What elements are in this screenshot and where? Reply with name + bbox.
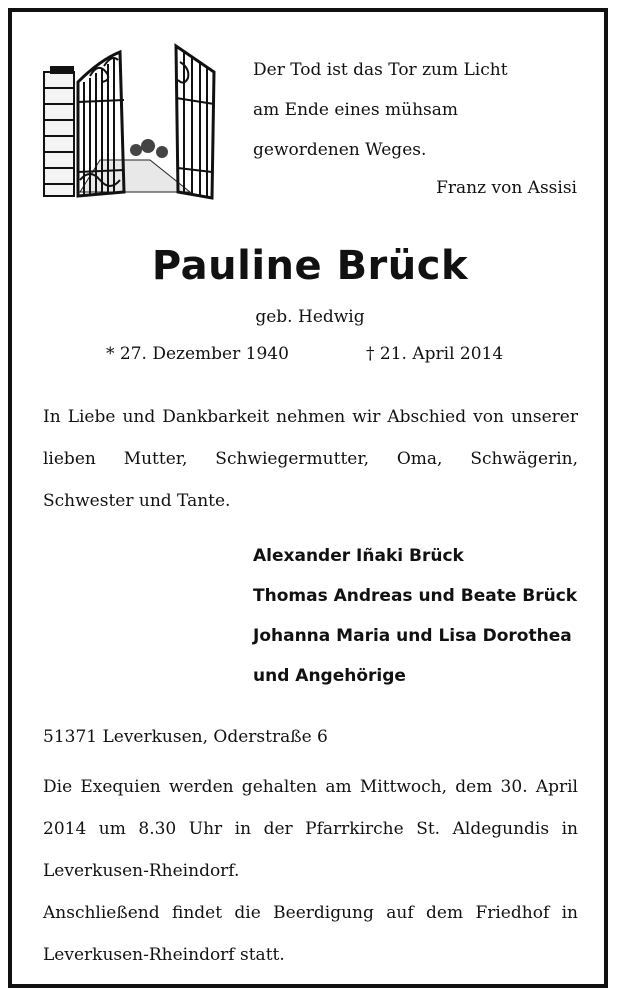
mourner-name: Alexander Iñaki Brück [253, 546, 464, 566]
mourner-name: Thomas Andreas und Beate Brück [253, 586, 578, 606]
address: 51371 Leverkusen, Oderstraße 6 [43, 727, 328, 747]
death-date: † 21. April 2014 [366, 344, 504, 364]
mourners-list [253, 536, 577, 696]
quote-block [253, 56, 583, 198]
service-paragraph: Die Exequien werden gehalten am Mittwoch, dem 30. April 2014 um 8.30 Uhr in der Pfarrkirche St. Aldegundis in Leverkusen-Rheindorf. [43, 777, 578, 881]
deceased-name: Pauline Brück [151, 243, 469, 289]
quote-author: Franz von Assisi [436, 178, 577, 198]
quote-line: Der Tod ist das Tor zum Licht [253, 60, 508, 80]
birth-name: geb. Hedwig [255, 307, 365, 327]
burial-paragraph: Anschließend findet die Beerdigung auf dem Friedhof in Leverkusen-Rheindorf statt. [43, 903, 578, 965]
farewell-paragraph: In Liebe und Dankbarkeit nehmen wir Abschied von unserer lieben Mutter, Schwiegermutter, Oma, Schwägerin, Schwester und Tante. [43, 407, 578, 511]
open-gate-illustration-icon [40, 42, 216, 200]
quote-line: gewordenen Weges. [253, 140, 427, 160]
quote-line: am Ende eines mühsam [253, 100, 458, 120]
mourner-name: Johanna Maria und Lisa Dorothea [253, 626, 572, 646]
birth-date: * 27. Dezember 1940 [106, 344, 289, 364]
mourner-name: und Angehörige [253, 666, 406, 686]
